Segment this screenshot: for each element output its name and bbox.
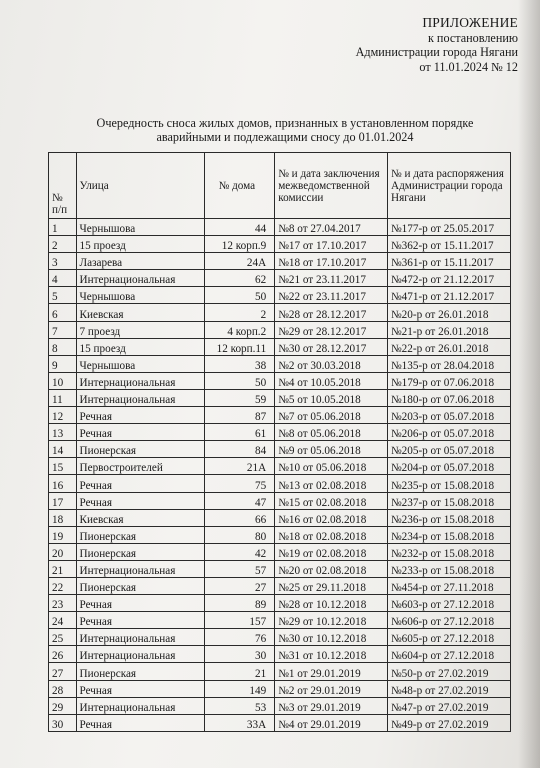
cell-order: №235-р от 15.08.2018 xyxy=(387,475,510,492)
cell-commission: №15 от 02.08.2018 xyxy=(275,492,388,509)
cell-house: 24А xyxy=(204,253,275,270)
cell-order: №361-р от 15.11.2017 xyxy=(387,253,510,270)
cell-commission: №2 от 29.01.2019 xyxy=(275,680,388,697)
cell-commission: №30 от 10.12.2018 xyxy=(275,629,388,646)
cell-house: 42 xyxy=(204,543,275,560)
cell-street: 7 проезд xyxy=(76,321,204,338)
cell-number: 8 xyxy=(49,338,77,355)
table-row xyxy=(49,458,511,475)
cell-street: Интернациональная xyxy=(76,389,204,406)
cell-commission: №22 от 23.11.2017 xyxy=(275,287,388,304)
cell-number: 9 xyxy=(49,355,77,372)
cell-order: №20-р от 26.01.2018 xyxy=(387,304,510,321)
cell-house: 66 xyxy=(204,509,275,526)
cell-number: 11 xyxy=(49,389,77,406)
cell-order: №50-р от 27.02.2019 xyxy=(387,663,510,680)
table-row xyxy=(49,372,511,389)
table-row xyxy=(49,287,511,304)
table-row xyxy=(49,270,511,287)
cell-number: 18 xyxy=(49,509,77,526)
cell-house: 12 корп.11 xyxy=(204,338,275,355)
cell-street: Первостроителей xyxy=(76,458,204,475)
column-header-order: № и дата распоряжения Администрации города Нягани xyxy=(387,153,510,219)
cell-number: 22 xyxy=(49,577,77,594)
cell-house: 157 xyxy=(204,612,275,629)
cell-commission: №19 от 02.08.2018 xyxy=(275,543,388,560)
appendix-line-3: от 11.01.2024 № 12 xyxy=(419,59,518,74)
table-row xyxy=(49,646,511,663)
cell-house: 75 xyxy=(204,475,275,492)
column-header-commission: № и дата заключения межведомственной комиссии xyxy=(275,153,388,219)
cell-order: №604-р от 27.12.2018 xyxy=(387,646,510,663)
table-row xyxy=(49,304,511,321)
cell-house: 30 xyxy=(204,646,275,663)
cell-order: №203-р от 05.07.2018 xyxy=(387,407,510,424)
cell-number: 14 xyxy=(49,441,77,458)
cell-commission: №18 от 17.10.2017 xyxy=(275,253,388,270)
cell-street: Чернышова xyxy=(76,219,204,236)
table-row xyxy=(49,680,511,697)
table-body xyxy=(49,219,511,732)
cell-house: 33А xyxy=(204,714,275,731)
table-row xyxy=(49,355,511,372)
column-header-house: № дома xyxy=(204,153,275,219)
table-row xyxy=(49,253,511,270)
cell-house: 53 xyxy=(204,697,275,714)
cell-commission: №10 от 05.06.2018 xyxy=(275,458,388,475)
title-line-1: Очередность сноса жилых домов, признанных в установленном порядке xyxy=(96,116,474,130)
appendix-line-2: Администрации города Нягани xyxy=(355,45,518,59)
cell-order: №180-р от 07.06.2018 xyxy=(387,389,510,406)
cell-street: Интернациональная xyxy=(76,629,204,646)
cell-house: 2 xyxy=(204,304,275,321)
cell-number: 2 xyxy=(49,236,77,253)
page-edge-shadow xyxy=(518,0,540,768)
cell-street: Пионерская xyxy=(76,543,204,560)
cell-order: №205-р от 05.07.2018 xyxy=(387,441,510,458)
cell-street: Лазарева xyxy=(76,253,204,270)
cell-street: Интернациональная xyxy=(76,270,204,287)
cell-commission: №13 от 02.08.2018 xyxy=(275,475,388,492)
cell-order: №606-р от 27.12.2018 xyxy=(387,612,510,629)
cell-order: №362-р от 15.11.2017 xyxy=(387,236,510,253)
table-row xyxy=(49,560,511,577)
table-row xyxy=(49,543,511,560)
cell-order: №454-р от 27.11.2018 xyxy=(387,577,510,594)
cell-commission: №25 от 29.11.2018 xyxy=(275,577,388,594)
cell-street: Интернациональная xyxy=(76,697,204,714)
cell-order: №179-р от 07.06.2018 xyxy=(387,372,510,389)
cell-order: №472-р от 21.12.2017 xyxy=(387,270,510,287)
table-row xyxy=(49,492,511,509)
cell-order: №237-р от 15.08.2018 xyxy=(387,492,510,509)
cell-number: 25 xyxy=(49,629,77,646)
cell-number: 30 xyxy=(49,714,77,731)
cell-commission: №4 от 10.05.2018 xyxy=(275,372,388,389)
table-row xyxy=(49,338,511,355)
table-row xyxy=(49,612,511,629)
cell-street: Чернышова xyxy=(76,355,204,372)
cell-street: Речная xyxy=(76,475,204,492)
cell-number: 24 xyxy=(49,612,77,629)
cell-street: Речная xyxy=(76,595,204,612)
table-row xyxy=(49,321,511,338)
cell-order: №234-р от 15.08.2018 xyxy=(387,526,510,543)
table-row xyxy=(49,424,511,441)
cell-house: 84 xyxy=(204,441,275,458)
cell-number: 26 xyxy=(49,646,77,663)
cell-number: 23 xyxy=(49,595,77,612)
cell-street: Речная xyxy=(76,612,204,629)
cell-street: Пионерская xyxy=(76,663,204,680)
cell-order: №21-р от 26.01.2018 xyxy=(387,321,510,338)
cell-commission: №31 от 10.12.2018 xyxy=(275,646,388,663)
table-row xyxy=(49,407,511,424)
cell-house: 4 корп.2 xyxy=(204,321,275,338)
cell-street: Речная xyxy=(76,407,204,424)
cell-number: 20 xyxy=(49,543,77,560)
cell-house: 87 xyxy=(204,407,275,424)
cell-commission: №9 от 05.06.2018 xyxy=(275,441,388,458)
cell-house: 149 xyxy=(204,680,275,697)
cell-order: №233-р от 15.08.2018 xyxy=(387,560,510,577)
table-row xyxy=(49,236,511,253)
cell-commission: №28 от 28.12.2017 xyxy=(275,304,388,321)
cell-number: 13 xyxy=(49,424,77,441)
cell-number: 17 xyxy=(49,492,77,509)
cell-number: 28 xyxy=(49,680,77,697)
cell-order: №49-р от 27.02.2019 xyxy=(387,714,510,731)
cell-street: Речная xyxy=(76,492,204,509)
cell-street: Речная xyxy=(76,714,204,731)
cell-street: Речная xyxy=(76,680,204,697)
cell-house: 89 xyxy=(204,595,275,612)
cell-order: №605-р от 27.12.2018 xyxy=(387,629,510,646)
cell-order: №177-р от 25.05.2017 xyxy=(387,219,510,236)
demolition-queue-table xyxy=(48,152,511,732)
cell-house: 80 xyxy=(204,526,275,543)
cell-house: 27 xyxy=(204,577,275,594)
cell-house: 38 xyxy=(204,355,275,372)
cell-house: 21А xyxy=(204,458,275,475)
cell-number: 7 xyxy=(49,321,77,338)
table-row xyxy=(49,595,511,612)
cell-street: 15 проезд xyxy=(76,338,204,355)
cell-order: №48-р от 27.02.2019 xyxy=(387,680,510,697)
column-header-number: № п/п xyxy=(49,153,77,219)
cell-street: Пионерская xyxy=(76,577,204,594)
cell-number: 16 xyxy=(49,475,77,492)
cell-house: 76 xyxy=(204,629,275,646)
cell-street: Интернациональная xyxy=(76,560,204,577)
cell-house: 57 xyxy=(204,560,275,577)
cell-house: 62 xyxy=(204,270,275,287)
cell-commission: №29 от 28.12.2017 xyxy=(275,321,388,338)
cell-commission: №3 от 29.01.2019 xyxy=(275,697,388,714)
table-row xyxy=(49,475,511,492)
table-row xyxy=(49,697,511,714)
cell-street: 15 проезд xyxy=(76,236,204,253)
cell-commission: №4 от 29.01.2019 xyxy=(275,714,388,731)
cell-house: 47 xyxy=(204,492,275,509)
cell-street: Интернациональная xyxy=(76,372,204,389)
cell-number: 5 xyxy=(49,287,77,304)
table-row xyxy=(49,441,511,458)
cell-order: №471-р от 21.12.2017 xyxy=(387,287,510,304)
cell-commission: №18 от 02.08.2018 xyxy=(275,526,388,543)
cell-commission: №16 от 02.08.2018 xyxy=(275,509,388,526)
cell-order: №204-р от 05.07.2018 xyxy=(387,458,510,475)
table-row xyxy=(49,577,511,594)
cell-number: 21 xyxy=(49,560,77,577)
cell-commission: №29 от 10.12.2018 xyxy=(275,612,388,629)
appendix-title: ПРИЛОЖЕНИЕ xyxy=(422,15,518,30)
cell-number: 29 xyxy=(49,697,77,714)
cell-house: 59 xyxy=(204,389,275,406)
cell-commission: №8 от 27.04.2017 xyxy=(275,219,388,236)
cell-commission: №21 от 23.11.2017 xyxy=(275,270,388,287)
cell-number: 6 xyxy=(49,304,77,321)
cell-commission: №30 от 28.12.2017 xyxy=(275,338,388,355)
cell-street: Киевская xyxy=(76,304,204,321)
cell-street: Пионерская xyxy=(76,441,204,458)
table-row xyxy=(49,629,511,646)
cell-number: 27 xyxy=(49,663,77,680)
cell-order: №135-р от 28.04.2018 xyxy=(387,355,510,372)
table-row xyxy=(49,714,511,731)
cell-order: №236-р от 15.08.2018 xyxy=(387,509,510,526)
cell-commission: №5 от 10.05.2018 xyxy=(275,389,388,406)
cell-house: 21 xyxy=(204,663,275,680)
cell-commission: №1 от 29.01.2019 xyxy=(275,663,388,680)
cell-number: 4 xyxy=(49,270,77,287)
cell-street: Речная xyxy=(76,424,204,441)
cell-number: 1 xyxy=(49,219,77,236)
cell-order: №603-р от 27.12.2018 xyxy=(387,595,510,612)
cell-street: Чернышова xyxy=(76,287,204,304)
column-header-street: Улица xyxy=(76,153,204,219)
cell-order: №22-р от 26.01.2018 xyxy=(387,338,510,355)
cell-house: 61 xyxy=(204,424,275,441)
cell-house: 50 xyxy=(204,372,275,389)
table-row xyxy=(49,526,511,543)
cell-number: 19 xyxy=(49,526,77,543)
cell-order: №232-р от 15.08.2018 xyxy=(387,543,510,560)
table-row xyxy=(49,219,511,236)
table-row xyxy=(49,663,511,680)
cell-house: 12 корп.9 xyxy=(204,236,275,253)
table-row xyxy=(49,509,511,526)
cell-number: 10 xyxy=(49,372,77,389)
cell-number: 15 xyxy=(49,458,77,475)
cell-commission: №2 от 30.03.2018 xyxy=(275,355,388,372)
document-title xyxy=(60,116,510,144)
cell-street: Интернациональная xyxy=(76,646,204,663)
appendix-header xyxy=(356,16,518,74)
cell-street: Киевская xyxy=(76,509,204,526)
cell-order: №47-р от 27.02.2019 xyxy=(387,697,510,714)
table-header-row xyxy=(49,153,511,219)
cell-commission: №7 от 05.06.2018 xyxy=(275,407,388,424)
cell-commission: №20 от 02.08.2018 xyxy=(275,560,388,577)
cell-number: 12 xyxy=(49,407,77,424)
cell-commission: №28 от 10.12.2018 xyxy=(275,595,388,612)
cell-number: 3 xyxy=(49,253,77,270)
table-row xyxy=(49,389,511,406)
cell-house: 50 xyxy=(204,287,275,304)
cell-commission: №17 от 17.10.2017 xyxy=(275,236,388,253)
cell-commission: №8 от 05.06.2018 xyxy=(275,424,388,441)
appendix-line-1: к постановлению xyxy=(427,30,518,45)
title-line-2: аварийными и подлежащими сносу до 01.01.2024 xyxy=(156,130,414,144)
cell-street: Пионерская xyxy=(76,526,204,543)
cell-house: 44 xyxy=(204,219,275,236)
cell-order: №206-р от 05.07.2018 xyxy=(387,424,510,441)
